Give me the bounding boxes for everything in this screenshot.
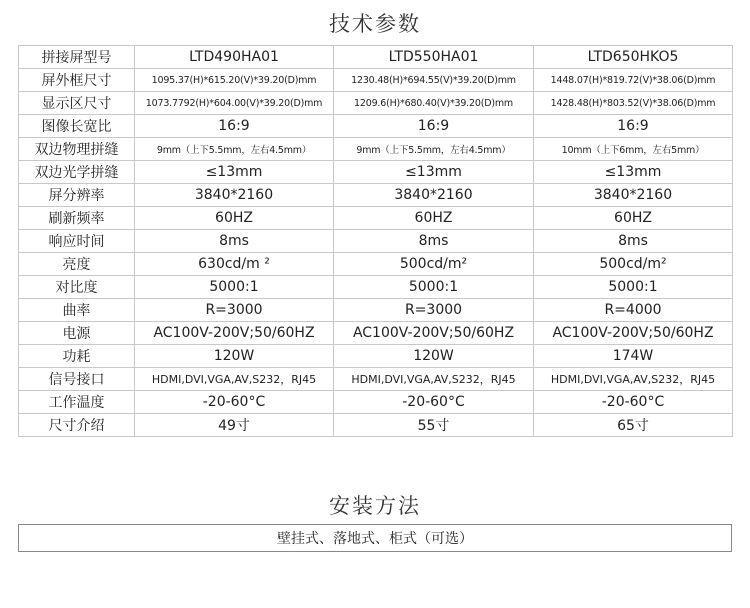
table-row — [19, 115, 733, 138]
row-value-cell: 500cd/m² — [534, 253, 733, 276]
row-value-cell: 174W — [534, 345, 733, 368]
row-value-cell: 630cd/m ² — [135, 253, 334, 276]
row-label: 屏外框尺寸 — [19, 69, 135, 92]
row-value-cell: 49寸 — [135, 414, 334, 437]
header-cell-model-3: LTD650HKO5 — [534, 46, 733, 69]
row-value-cell: 9mm（上下5.5mm，左右4.5mm） — [135, 138, 334, 161]
row-value-cell: 8ms — [135, 230, 334, 253]
row-value-cell: 8ms — [534, 230, 733, 253]
header-cell-model-2: LTD550HA01 — [334, 46, 534, 69]
table-row — [19, 414, 733, 437]
install-methods-text: 壁挂式、落地式、柜式（可选） — [277, 531, 473, 547]
install-title: 安装方法 — [329, 494, 421, 518]
row-value-cell: R=3000 — [135, 299, 334, 322]
table-row — [19, 230, 733, 253]
row-label: 亮度 — [19, 253, 135, 276]
row-value-cell: 1095.37(H)*615.20(V)*39.20(D)mm — [135, 69, 334, 92]
table-row — [19, 322, 733, 345]
row-value-cell: ≤13mm — [334, 161, 534, 184]
row-value-cell: R=3000 — [334, 299, 534, 322]
row-value-cell: HDMI,DVI,VGA,AV,S232，RJ45 — [135, 368, 334, 391]
table-row — [19, 207, 733, 230]
row-value-cell: 16:9 — [135, 115, 334, 138]
row-value-cell: 16:9 — [534, 115, 733, 138]
row-label: 功耗 — [19, 345, 135, 368]
row-value-cell: 16:9 — [334, 115, 534, 138]
row-label: 显示区尺寸 — [19, 92, 135, 115]
row-value-cell: -20-60°C — [534, 391, 733, 414]
row-label: 工作温度 — [19, 391, 135, 414]
row-label: 尺寸介绍 — [19, 414, 135, 437]
row-value-cell: 60HZ — [334, 207, 534, 230]
row-label: 双边光学拼缝 — [19, 161, 135, 184]
table-row — [19, 92, 733, 115]
table-header-row — [19, 46, 733, 69]
row-value-cell: 65寸 — [534, 414, 733, 437]
row-value-cell: 120W — [334, 345, 534, 368]
row-value-cell: -20-60°C — [334, 391, 534, 414]
row-value-cell: HDMI,DVI,VGA,AV,S232，RJ45 — [334, 368, 534, 391]
row-value-cell: 1428.48(H)*803.52(V)*38.06(D)mm — [534, 92, 733, 115]
row-value-cell: 1073.7792(H)*604.00(V)*39.20(D)mm — [135, 92, 334, 115]
row-label: 对比度 — [19, 276, 135, 299]
row-label: 双边物理拼缝 — [19, 138, 135, 161]
table-row — [19, 161, 733, 184]
table-row — [19, 368, 733, 391]
row-value-cell: 1448.07(H)*819.72(V)*38.06(D)mm — [534, 69, 733, 92]
spec-table — [18, 45, 733, 437]
row-value-cell: 55寸 — [334, 414, 534, 437]
table-row — [19, 299, 733, 322]
spec-table-body — [19, 46, 733, 437]
row-label: 屏分辨率 — [19, 184, 135, 207]
row-value-cell: -20-60°C — [135, 391, 334, 414]
row-label: 刷新频率 — [19, 207, 135, 230]
row-value-cell: 8ms — [334, 230, 534, 253]
row-value-cell: 1209.6(H)*680.40(V)*39.20(D)mm — [334, 92, 534, 115]
row-value-cell: 10mm（上下6mm，左右5mm） — [534, 138, 733, 161]
row-value-cell: 120W — [135, 345, 334, 368]
row-label: 响应时间 — [19, 230, 135, 253]
row-value-cell: AC100V-200V;50/60HZ — [135, 322, 334, 345]
row-label: 信号接口 — [19, 368, 135, 391]
spec-title: 技术参数 — [329, 12, 421, 36]
row-value-cell: AC100V-200V;50/60HZ — [534, 322, 733, 345]
row-value-cell: HDMI,DVI,VGA,AV,S232，RJ45 — [534, 368, 733, 391]
row-value-cell: AC100V-200V;50/60HZ — [334, 322, 534, 345]
row-label: 图像长宽比 — [19, 115, 135, 138]
row-value-cell: 60HZ — [534, 207, 733, 230]
row-value-cell: 500cd/m² — [334, 253, 534, 276]
row-value-cell: 5000:1 — [135, 276, 334, 299]
table-row — [19, 253, 733, 276]
install-methods-box — [18, 524, 732, 552]
header-cell-model-label: 拼接屏型号 — [19, 46, 135, 69]
row-value-cell: 9mm（上下5.5mm，左右4.5mm） — [334, 138, 534, 161]
row-value-cell: ≤13mm — [534, 161, 733, 184]
row-value-cell: 60HZ — [135, 207, 334, 230]
row-value-cell: R=4000 — [534, 299, 733, 322]
table-row — [19, 276, 733, 299]
row-value-cell: ≤13mm — [135, 161, 334, 184]
row-value-cell: 1230.48(H)*694.55(V)*39.20(D)mm — [334, 69, 534, 92]
row-value-cell: 3840*2160 — [135, 184, 334, 207]
row-label: 曲率 — [19, 299, 135, 322]
table-row — [19, 69, 733, 92]
table-row — [19, 391, 733, 414]
row-label: 电源 — [19, 322, 135, 345]
row-value-cell: 3840*2160 — [534, 184, 733, 207]
table-row — [19, 345, 733, 368]
row-value-cell: 3840*2160 — [334, 184, 534, 207]
row-value-cell: 5000:1 — [534, 276, 733, 299]
row-value-cell: 5000:1 — [334, 276, 534, 299]
table-row — [19, 184, 733, 207]
header-cell-model-1: LTD490HA01 — [135, 46, 334, 69]
table-row — [19, 138, 733, 161]
